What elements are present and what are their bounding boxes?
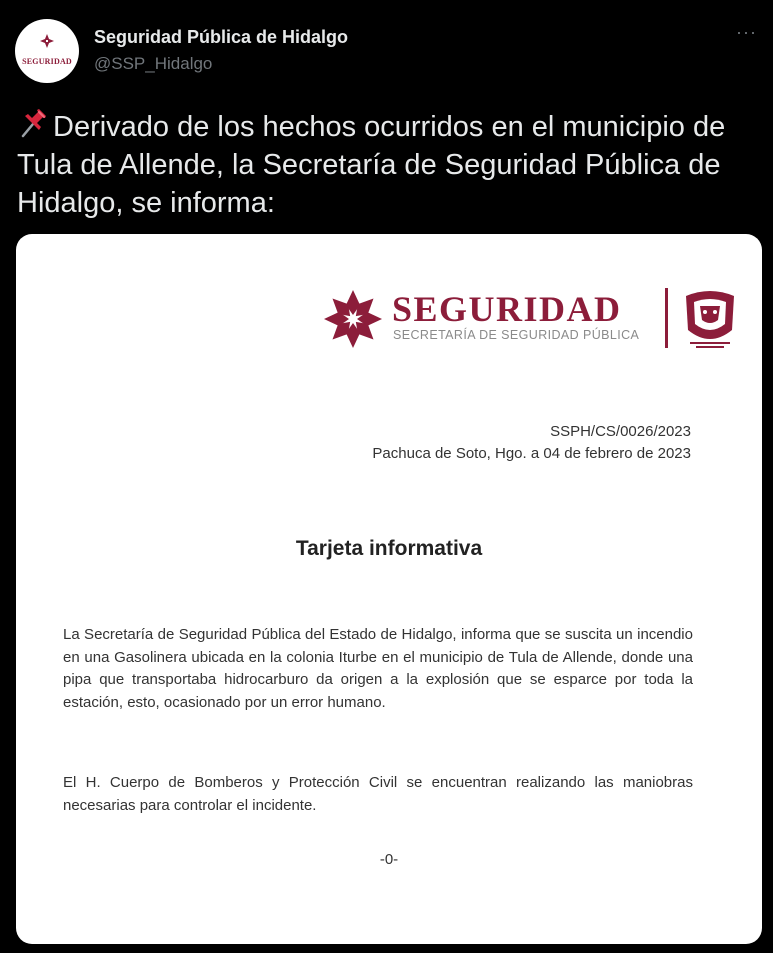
logo-divider (665, 288, 668, 348)
more-icon[interactable]: ··· (736, 22, 757, 42)
seguridad-star-icon (322, 288, 384, 350)
tweet-media-image[interactable] (16, 234, 762, 944)
pushpin-icon (17, 108, 51, 140)
document-reference: SSPH/CS/0026/2023 (550, 423, 691, 440)
tweet-text (17, 108, 767, 222)
document-title: Tarjeta informativa (295, 537, 483, 560)
logo-subtitle: SECRETARÍA DE SEGURIDAD PÚBLICA (393, 328, 640, 342)
document-paragraph: El H. Cuerpo de Bomberos y Protección Civil se encuentran realizando las maniobras necesarias para controlar el incidente. (63, 774, 693, 814)
hidalgo-crest-icon (680, 286, 740, 352)
account-handle[interactable]: @SSP_Hidalgo (94, 54, 213, 73)
avatar-logo-icon (39, 33, 55, 49)
document-end-mark: -0- (379, 851, 399, 868)
document-place-date: Pachuca de Soto, Hgo. a 04 de febrero de 2023 (372, 445, 691, 462)
avatar-label: SEGURIDAD (22, 57, 72, 66)
display-name[interactable]: Seguridad Pública de Hidalgo (94, 27, 349, 47)
avatar[interactable] (15, 19, 79, 83)
logo-title: SEGURIDAD (392, 289, 622, 329)
document-paragraph: La Secretaría de Seguridad Pública del Estado de Hidalgo, informa que se suscita un incendio en una Gasolinera ubicada en la colonia Iturbe en el municipio de Tula de Allende, donde una pipa que transportaba hidrocarburo da origen a la explosión que se esparce por toda la estación, esto, ocasionado por un error humano. (63, 626, 693, 711)
tweet-body: Derivado de los hechos ocurridos en el municipio de Tula de Allende, la Secretaría de Seguridad Pública de Hidalgo, se informa: (17, 111, 726, 219)
